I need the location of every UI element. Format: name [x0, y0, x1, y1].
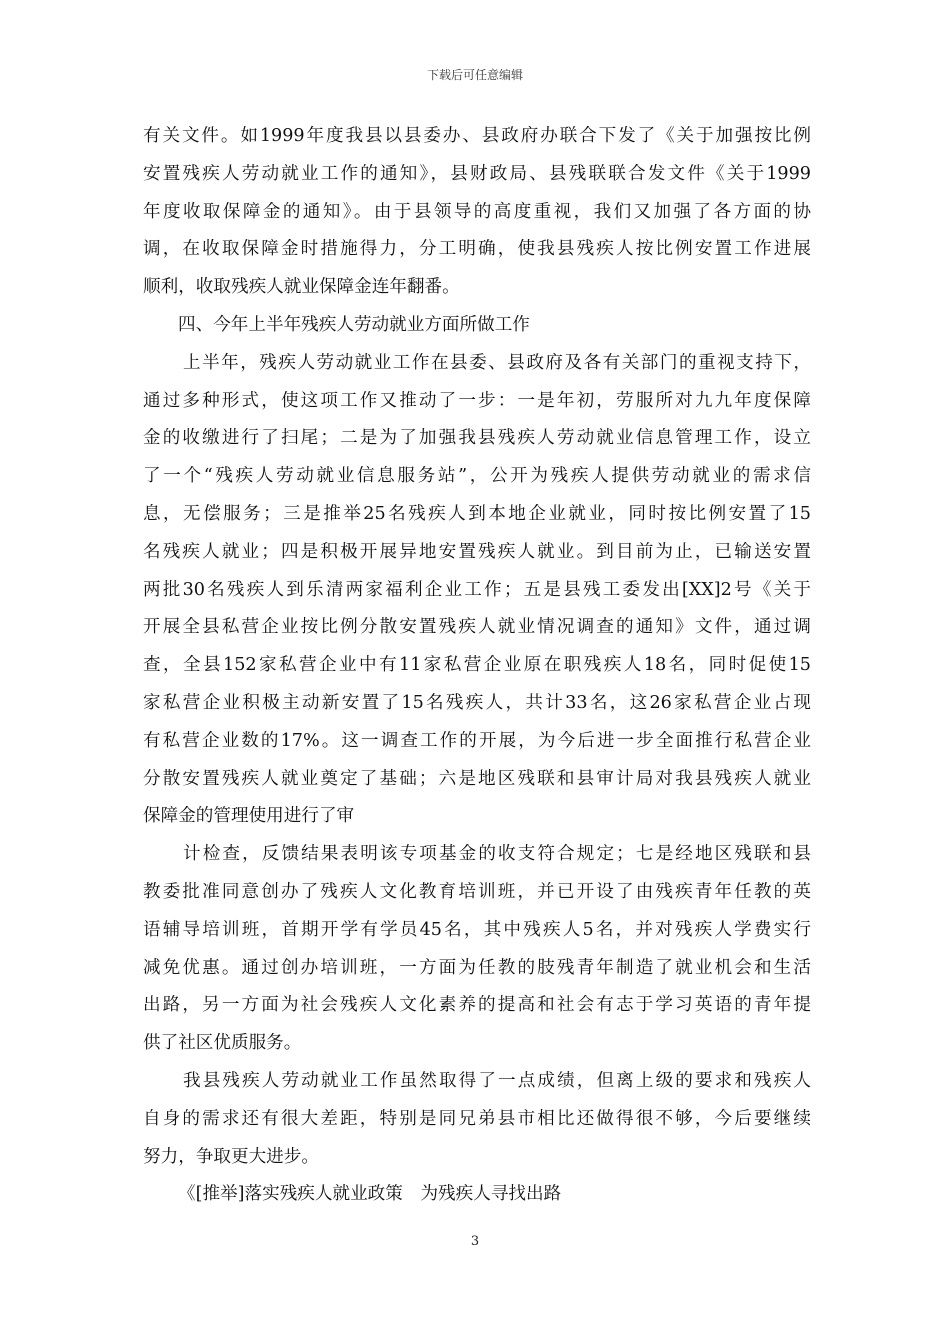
body-line: 有关文件。如1999年度我县以县委办、县政府办联合下发了《关于加强按比例: [143, 126, 811, 146]
page-header: 下载后可任意编辑: [426, 68, 523, 82]
body-line: 努力，争取更大进步。: [143, 1146, 319, 1167]
body-line: 自身的需求还有很大差距，特别是同兄弟县市相比还做得很不够，今后要继续: [143, 1108, 811, 1129]
page-number: 3: [470, 1234, 480, 1249]
body-line: 息，无偿服务；三是推举25名残疾人到本地企业就业，同时按比例安置了15: [143, 503, 811, 524]
body-line: 分散安置残疾人就业奠定了基础；六是地区残联和县审计局对我县残疾人就业: [143, 768, 811, 789]
body-line: 减免优惠。通过创办培训班，一方面为任教的肢残青年制造了就业机会和生活: [143, 957, 811, 978]
document-title-line: 《[推举]落实残疾人就业政策 为残疾人寻找出路: [178, 1184, 562, 1205]
body-line: 金的收缴进行了扫尾；二是为了加强我县残疾人劳动就业信息管理工作，设立: [143, 428, 811, 449]
body-line: 出路，另一方面为社会残疾人文化素养的提高和社会有志于学习英语的青年提: [143, 995, 811, 1016]
body-line: 开展全县私营企业按比例分散安置残疾人就业情况调查的通知》文件，通过调: [143, 617, 811, 638]
body-line: 上半年，残疾人劳动就业工作在县委、县政府及各有关部门的重视支持下，: [183, 352, 811, 373]
body-line: 查，全县152家私营企业中有11家私营企业原在职残疾人18名，同时促使15: [143, 655, 811, 676]
document-body: [143, 118, 811, 1214]
body-line: 我县残疾人劳动就业工作虽然取得了一点成绩，但离上级的要求和残疾人: [183, 1070, 811, 1091]
body-line: 家私营企业积极主动新安置了15名残疾人，共计33名，这26家私营企业占现: [143, 692, 811, 713]
body-line: 计检查，反馈结果表明该专项基金的收支符合规定；七是经地区残联和县: [183, 844, 811, 865]
body-line: 有私营企业数的17%。这一调查工作的开展，为今后进一步全面推行私营企业: [143, 730, 811, 751]
body-line: 通过多种形式，使这项工作又推动了一步：一是年初，劳服所对九九年度保障: [143, 390, 811, 411]
body-line: 两批30名残疾人到乐清两家福利企业工作；五是县残工委发出[XX]2号《关于: [143, 579, 811, 600]
body-line: 了一个“残疾人劳动就业信息服务站”，公开为残疾人提供劳动就业的需求信: [143, 466, 811, 487]
body-line: 调，在收取保障金时措施得力，分工明确，使我县残疾人按比例安置工作进展: [143, 239, 811, 260]
body-line: 安置残疾人劳动就业工作的通知》，县财政局、县残联联合发文件《关于1999: [143, 163, 811, 184]
body-line: 语辅导培训班，首期开学有学员45名，其中残疾人5名，并对残疾人学费实行: [143, 919, 811, 940]
body-line: 顺利，收取残疾人就业保障金连年翻番。: [143, 277, 460, 298]
section-heading: 四、今年上半年残疾人劳动就业方面所做工作: [178, 314, 530, 335]
body-line: 供了社区优质服务。: [143, 1033, 302, 1054]
body-line: 保障金的管理使用进行了审: [143, 806, 355, 827]
body-line: 名残疾人就业；四是积极开展异地安置残疾人就业。到目前为止，已输送安置: [143, 541, 811, 562]
body-line: 教委批准同意创办了残疾人文化教育培训班，并已开设了由残疾青年任教的英: [143, 881, 811, 902]
body-line: 年度收取保障金的通知》。由于县领导的高度重视，我们又加强了各方面的协: [143, 201, 811, 222]
